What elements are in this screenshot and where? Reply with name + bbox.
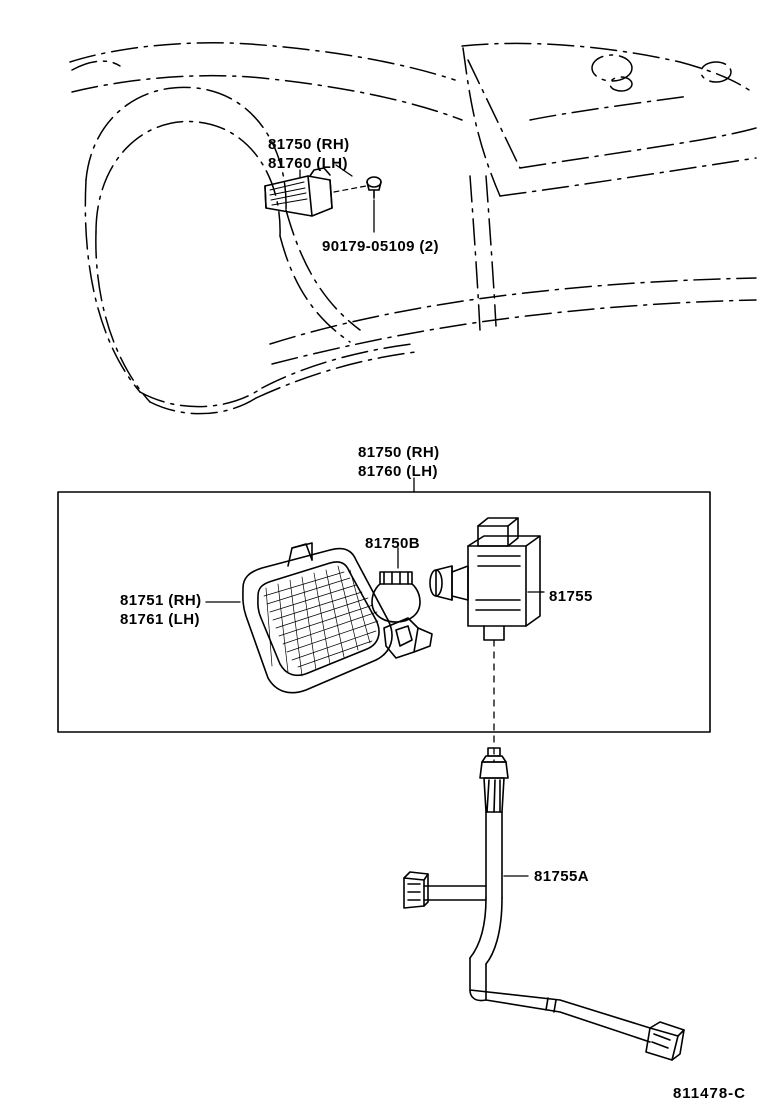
label-bulb: 81750B: [365, 535, 420, 552]
screw-assembly-line: [334, 186, 366, 192]
label-lens-lh: 81761 (LH): [120, 611, 200, 628]
bulb-part: [372, 572, 420, 622]
car-body-phantom: [70, 43, 756, 414]
label-lamp-assy-box-rh: 81750 (RH): [358, 444, 440, 461]
label-lamp-assy-top-rh: 81750 (RH): [268, 136, 350, 153]
screw-grommet-part: [367, 177, 381, 198]
label-lamp-assy-top-lh: 81760 (LH): [268, 155, 348, 172]
label-wire-harness: 81755A: [534, 868, 589, 885]
diagram-code: 811478-C: [672, 1085, 746, 1102]
label-socket: 81755: [549, 588, 593, 605]
wire-harness-part: [404, 748, 684, 1060]
socket-part: [430, 518, 540, 640]
lens-part: [243, 543, 432, 693]
label-lens-rh: 81751 (RH): [120, 592, 202, 609]
label-lamp-assy-box-lh: 81760 (LH): [358, 463, 438, 480]
label-screw-grommet: 90179-05109 (2): [322, 238, 439, 255]
